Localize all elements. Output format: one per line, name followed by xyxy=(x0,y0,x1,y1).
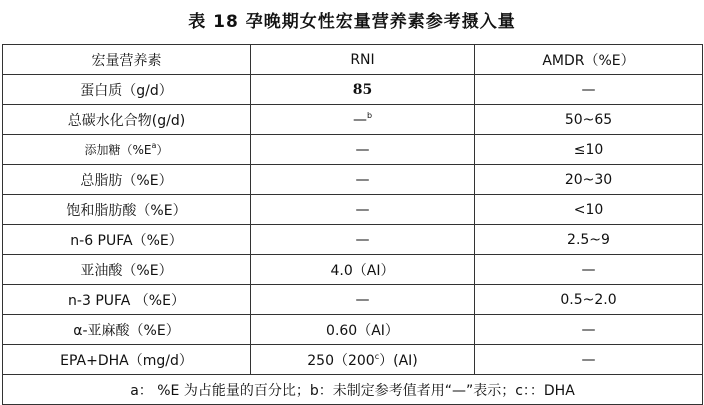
nutrient-name: 添加糖（%E xyxy=(84,143,152,157)
amdr-cell xyxy=(475,225,703,255)
nutrient-name-cell xyxy=(3,285,251,315)
footnote-marker: b xyxy=(366,110,373,120)
header-nutrient: 宏量营养素 xyxy=(3,45,251,75)
amdr-value: — xyxy=(581,321,596,338)
nutrient-name: 蛋白质（g/d） xyxy=(80,82,173,99)
rni-value: — xyxy=(355,141,370,158)
rni-cell xyxy=(251,285,475,315)
footnote-marker: a xyxy=(151,141,157,150)
rni-value: — xyxy=(355,231,370,248)
table-header-row xyxy=(3,45,703,75)
rni-value: 4.0（AI） xyxy=(330,262,395,279)
header-rni: RNI xyxy=(251,45,475,75)
amdr-cell xyxy=(475,75,703,105)
header-amdr: AMDR（%E） xyxy=(475,45,703,75)
nutrient-table xyxy=(2,44,703,405)
rni-value: — xyxy=(355,201,370,218)
nutrient-name-cell xyxy=(3,75,251,105)
nutrient-name-cell xyxy=(3,345,251,375)
table-row xyxy=(3,285,703,315)
rni-cell xyxy=(251,315,475,345)
amdr-cell xyxy=(475,345,703,375)
nutrient-name: 总脂肪（%E） xyxy=(80,172,173,189)
rni-cell xyxy=(251,165,475,195)
nutrient-name: EPA+DHA（mg/d） xyxy=(60,352,193,369)
table-footnote: a： %E 为占能量的百分比；b：未制定参考值者用“—”表示；c：：DHA xyxy=(3,375,703,405)
nutrient-name: n-6 PUFA（%E） xyxy=(70,232,183,249)
table-row xyxy=(3,105,703,135)
nutrient-name-cell xyxy=(3,135,251,165)
table-row xyxy=(3,135,703,165)
table-row xyxy=(3,75,703,105)
rni-value-tail: ）(AI) xyxy=(379,352,418,369)
amdr-value: — xyxy=(581,261,596,278)
table-row xyxy=(3,255,703,285)
amdr-value: 20~30 xyxy=(564,171,613,188)
rni-cell xyxy=(251,75,475,105)
amdr-cell xyxy=(475,285,703,315)
rni-value: 85 xyxy=(352,81,373,98)
nutrient-name-cell xyxy=(3,165,251,195)
table-row xyxy=(3,225,703,255)
amdr-value: ≤10 xyxy=(573,141,604,158)
rni-cell xyxy=(251,255,475,285)
amdr-value: — xyxy=(581,81,596,98)
nutrient-name: 总碳水化合物(g/d) xyxy=(67,112,186,129)
nutrient-name-cell xyxy=(3,105,251,135)
amdr-value: 2.5~9 xyxy=(567,231,610,248)
amdr-cell xyxy=(475,255,703,285)
rni-cell xyxy=(251,345,475,375)
table-row xyxy=(3,165,703,195)
nutrient-name: α-亚麻酸（%E） xyxy=(73,322,180,339)
nutrient-name-cell xyxy=(3,315,251,345)
amdr-cell xyxy=(475,135,703,165)
rni-value: 0.60（AI） xyxy=(326,322,399,339)
amdr-cell xyxy=(475,195,703,225)
table-row xyxy=(3,315,703,345)
table-row xyxy=(3,345,703,375)
rni-cell xyxy=(251,225,475,255)
rni-value: — xyxy=(352,111,367,128)
amdr-value: 50~65 xyxy=(564,111,613,128)
nutrient-name: 亚油酸（%E） xyxy=(80,262,173,279)
rni-value: — xyxy=(355,171,370,188)
amdr-cell xyxy=(475,165,703,195)
table-row xyxy=(3,195,703,225)
amdr-cell xyxy=(475,315,703,345)
amdr-value: <10 xyxy=(573,201,604,218)
nutrient-name-cell xyxy=(3,195,251,225)
nutrient-name: 饱和脂肪酸（%E） xyxy=(66,202,187,219)
table-title: 表 18 孕晚期女性宏量营养素参考摄入量 xyxy=(188,12,516,32)
footnote-marker: c xyxy=(374,351,380,361)
nutrient-name: n-3 PUFA （%E） xyxy=(68,292,185,309)
rni-cell xyxy=(251,135,475,165)
rni-value: 250（200 xyxy=(307,352,375,369)
rni-cell xyxy=(251,195,475,225)
amdr-value: 0.5~2.0 xyxy=(560,291,617,308)
footnote-row xyxy=(3,375,703,405)
nutrient-name-tail: ） xyxy=(156,143,169,157)
amdr-cell xyxy=(475,105,703,135)
amdr-value: — xyxy=(581,351,596,368)
rni-cell xyxy=(251,105,475,135)
nutrient-name-cell xyxy=(3,225,251,255)
nutrient-name-cell xyxy=(3,255,251,285)
rni-value: — xyxy=(355,291,370,308)
